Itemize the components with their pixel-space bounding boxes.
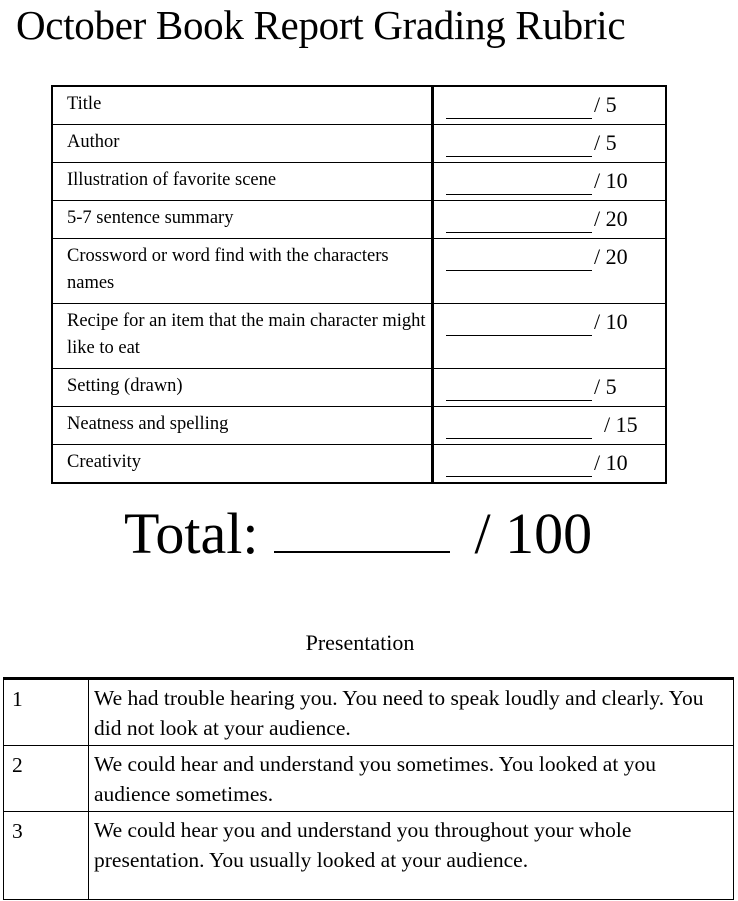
score-blank xyxy=(446,232,592,233)
presentation-description: We could hear and understand you sometimes. You looked at you audience sometimes. xyxy=(89,746,734,812)
points-possible: / 10 xyxy=(594,450,628,475)
rubric-row xyxy=(52,125,666,163)
rubric-table xyxy=(51,85,667,484)
points-possible: / 20 xyxy=(594,244,628,269)
points-possible: / 5 xyxy=(594,92,617,117)
criterion-label: Crossword or word find with the characters names xyxy=(52,239,433,304)
presentation-description: We had trouble hearing you. You need to speak loudly and clearly. You did not look at your audience. xyxy=(89,679,734,746)
presentation-row xyxy=(4,812,734,900)
total-score-line xyxy=(124,495,592,569)
score-blank xyxy=(446,270,592,271)
points-possible: / 5 xyxy=(594,374,617,399)
points-possible: / 10 xyxy=(594,309,628,334)
score-blank xyxy=(446,335,592,336)
presentation-description: We could hear you and understand you throughout your whole presentation. You usually looked at your audience. xyxy=(89,812,734,900)
rubric-row xyxy=(52,201,666,239)
rubric-row xyxy=(52,86,666,125)
rubric-row xyxy=(52,163,666,201)
score-blank xyxy=(446,438,592,439)
criterion-label: Creativity xyxy=(52,445,433,484)
page-title: October Book Report Grading Rubric xyxy=(16,2,626,48)
score-cell xyxy=(433,239,667,304)
points-possible: / 15 xyxy=(604,412,638,437)
score-blank xyxy=(446,118,592,119)
criterion-label: 5-7 sentence summary xyxy=(52,201,433,239)
criterion-label: Setting (drawn) xyxy=(52,369,433,407)
points-possible: / 20 xyxy=(594,206,628,231)
presentation-heading: Presentation xyxy=(305,630,415,655)
rubric-row xyxy=(52,304,666,369)
presentation-level: 3 xyxy=(4,812,89,900)
score-cell xyxy=(433,369,667,407)
presentation-table xyxy=(3,677,734,900)
total-blank xyxy=(274,495,450,553)
rubric-row xyxy=(52,239,666,304)
presentation-level: 2 xyxy=(4,746,89,812)
presentation-row xyxy=(4,679,734,746)
score-cell xyxy=(433,304,667,369)
score-blank xyxy=(446,476,592,477)
score-cell xyxy=(433,201,667,239)
score-cell xyxy=(433,86,667,125)
score-blank xyxy=(446,400,592,401)
score-cell xyxy=(433,407,667,445)
criterion-label: Title xyxy=(52,86,433,125)
criterion-label: Neatness and spelling xyxy=(52,407,433,445)
total-label: Total: xyxy=(124,501,259,566)
score-blank xyxy=(446,156,592,157)
points-possible: / 5 xyxy=(594,130,617,155)
criterion-label: Recipe for an item that the main character might like to eat xyxy=(52,304,433,369)
total-out-of: / 100 xyxy=(474,501,593,566)
presentation-level: 1 xyxy=(4,679,89,746)
score-cell xyxy=(433,163,667,201)
presentation-row xyxy=(4,746,734,812)
criterion-label: Illustration of favorite scene xyxy=(52,163,433,201)
rubric-row xyxy=(52,445,666,484)
points-possible: / 10 xyxy=(594,168,628,193)
score-blank xyxy=(446,194,592,195)
criterion-label: Author xyxy=(52,125,433,163)
rubric-row xyxy=(52,369,666,407)
score-cell xyxy=(433,445,667,484)
rubric-row xyxy=(52,407,666,445)
score-cell xyxy=(433,125,667,163)
